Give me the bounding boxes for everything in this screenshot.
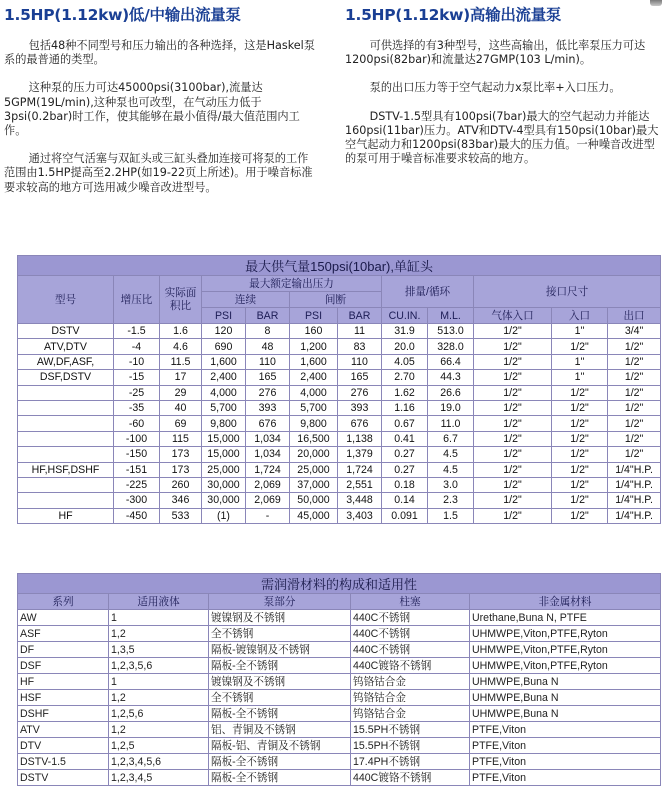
cell-i-bar: 1,379	[338, 447, 382, 462]
cell-ml: 2.3	[428, 493, 474, 508]
header-c-psi: PSI	[202, 308, 246, 324]
cell-c-psi: 30,000	[202, 477, 246, 492]
cell-i-bar: 276	[338, 385, 382, 400]
header-ml: M.L.	[428, 308, 474, 324]
lub-cell-series: DSHF	[18, 706, 109, 722]
cell-i-psi: 2,400	[290, 370, 338, 385]
cell-c-bar: 276	[246, 385, 290, 400]
cell-area: 533	[160, 508, 202, 523]
header-air-inlet: 气体入口	[474, 308, 552, 324]
cell-ml: 11.0	[428, 416, 474, 431]
cell-in: 1"	[552, 370, 608, 385]
cell-c-psi: 4,000	[202, 385, 246, 400]
lub-cell-fluid: 1	[109, 610, 209, 626]
cell-out: 1/2"	[608, 416, 661, 431]
lub-cell-nonmetal: UHMWPE,Buna N	[470, 706, 661, 722]
lub-cell-plunger: 钨铬钴合金	[351, 690, 470, 706]
cell-area: 69	[160, 416, 202, 431]
header-displacement: 排量/循环	[382, 276, 474, 308]
cell-in: 1/2"	[552, 400, 608, 415]
table-row	[18, 493, 661, 508]
cell-i-bar: 1,724	[338, 462, 382, 477]
cell-in: 1/2"	[552, 508, 608, 523]
lub-cell-plunger: 钨铬钴合金	[351, 706, 470, 722]
cell-c-bar: 676	[246, 416, 290, 431]
lub-cell-pump: 隔板-全不锈钢	[209, 754, 351, 770]
cell-cuin: 4.05	[382, 354, 428, 369]
cell-air: 1/2"	[474, 477, 552, 492]
cell-ml: 19.0	[428, 400, 474, 415]
cell-out: 1/2"	[608, 385, 661, 400]
cell-i-bar: 393	[338, 400, 382, 415]
cell-cuin: 0.67	[382, 416, 428, 431]
cell-model	[18, 447, 114, 462]
cell-c-psi: 9,800	[202, 416, 246, 431]
header-outlet: 出口	[608, 308, 661, 324]
lub-cell-series: AW	[18, 610, 109, 626]
cell-in: 1/2"	[552, 477, 608, 492]
cell-i-bar: 1,138	[338, 431, 382, 446]
lub-header-plunger: 柱塞	[351, 594, 470, 610]
cell-ml: 513.0	[428, 324, 474, 339]
cell-c-psi: 15,000	[202, 431, 246, 446]
cell-ml: 328.0	[428, 339, 474, 354]
lub-cell-series: ATV	[18, 722, 109, 738]
cell-ml: 4.5	[428, 447, 474, 462]
cell-out: 1/2"	[608, 370, 661, 385]
cell-ratio: -151	[114, 462, 160, 477]
header-area: 实际面积比	[160, 276, 202, 324]
cell-air: 1/2"	[474, 493, 552, 508]
table-row	[18, 508, 661, 523]
cell-i-psi: 1,600	[290, 354, 338, 369]
right-column	[345, 0, 660, 180]
lub-cell-series: DSTV-1.5	[18, 754, 109, 770]
lub-cell-pump: 隔板-镀镍钢及不锈钢	[209, 642, 351, 658]
header-model: 型号	[18, 276, 114, 324]
cell-ratio: -300	[114, 493, 160, 508]
cell-model: HF	[18, 508, 114, 523]
lub-header-pump: 泵部分	[209, 594, 351, 610]
cell-out: 1/4"H.P.	[608, 493, 661, 508]
cell-i-psi: 5,700	[290, 400, 338, 415]
table-row	[18, 416, 661, 431]
spec-table-body	[18, 324, 661, 524]
header-cuin: CU.IN.	[382, 308, 428, 324]
cell-cuin: 0.27	[382, 447, 428, 462]
lub-cell-pump: 隔板-铝、青铜及不锈钢	[209, 738, 351, 754]
cell-air: 1/2"	[474, 508, 552, 523]
table-row	[18, 370, 661, 385]
cell-i-bar: 2,551	[338, 477, 382, 492]
cell-c-bar: 1,034	[246, 431, 290, 446]
lub-cell-pump: 镀镍钢及不锈钢	[209, 674, 351, 690]
lub-cell-fluid: 1,2,3,5,6	[109, 658, 209, 674]
cell-cuin: 1.62	[382, 385, 428, 400]
cell-c-bar: 1,724	[246, 462, 290, 477]
cell-c-bar: 2,069	[246, 477, 290, 492]
cell-i-psi: 45,000	[290, 508, 338, 523]
lub-cell-fluid: 1,2	[109, 722, 209, 738]
table-row	[18, 477, 661, 492]
lub-cell-plunger: 15.5PH不锈钢	[351, 738, 470, 754]
lub-cell-series: HF	[18, 674, 109, 690]
cell-in: 1"	[552, 354, 608, 369]
lub-cell-series: DSF	[18, 658, 109, 674]
cell-c-bar: 393	[246, 400, 290, 415]
lub-cell-plunger: 15.5PH不锈钢	[351, 722, 470, 738]
cell-air: 1/2"	[474, 400, 552, 415]
cell-ratio: -25	[114, 385, 160, 400]
lub-cell-nonmetal: UHMWPE,Buna N	[470, 674, 661, 690]
lub-cell-series: DSTV	[18, 770, 109, 786]
lub-cell-nonmetal: Urethane,Buna N, PTFE	[470, 610, 661, 626]
cell-c-psi: 2,400	[202, 370, 246, 385]
lub-cell-plunger: 440C不锈钢	[351, 610, 470, 626]
cell-model: AW,DF,ASF,	[18, 354, 114, 369]
cell-i-psi: 1,200	[290, 339, 338, 354]
cell-out: 1/4"H.P.	[608, 508, 661, 523]
lub-table-title: 需润滑材料的构成和适用性	[18, 574, 661, 594]
lub-cell-plunger: 钨铬钴合金	[351, 674, 470, 690]
cell-cuin: 1.16	[382, 400, 428, 415]
cell-ratio: -150	[114, 447, 160, 462]
table-row	[18, 738, 661, 754]
cell-cuin: 0.18	[382, 477, 428, 492]
lub-cell-nonmetal: UHMWPE,Viton,PTFE,Ryton	[470, 658, 661, 674]
header-ports: 接口尺寸	[474, 276, 661, 308]
cell-out: 1/4"H.P.	[608, 462, 661, 477]
cell-ratio: -450	[114, 508, 160, 523]
cell-model: HF,HSF,DSHF	[18, 462, 114, 477]
cell-i-psi: 37,000	[290, 477, 338, 492]
cell-cuin: 0.27	[382, 462, 428, 477]
cell-i-bar: 676	[338, 416, 382, 431]
lub-cell-fluid: 1,2,5	[109, 738, 209, 754]
cell-in: 1/2"	[552, 447, 608, 462]
cell-cuin: 31.9	[382, 324, 428, 339]
cell-area: 260	[160, 477, 202, 492]
cell-area: 17	[160, 370, 202, 385]
cell-air: 1/2"	[474, 324, 552, 339]
table-row	[18, 431, 661, 446]
left-paragraph-2: 这种泵的压力可达45000psi(3100bar),流量达5GPM(19L/min),这种泵也可改型，在气动压力低于3psi(0.2bar)时工作，使其能够在最小值得/最大值范围内工作。	[4, 81, 300, 138]
cell-model: ATV,DTV	[18, 339, 114, 354]
cell-i-bar: 3,448	[338, 493, 382, 508]
header-inlet: 入口	[552, 308, 608, 324]
cell-i-bar: 11	[338, 324, 382, 339]
header-i-psi: PSI	[290, 308, 338, 324]
lub-cell-series: ASF	[18, 626, 109, 642]
header-max-pressure: 最大额定输出压力	[202, 276, 382, 292]
cell-model	[18, 400, 114, 415]
table-row	[18, 642, 661, 658]
cell-cuin: 2.70	[382, 370, 428, 385]
lub-cell-plunger: 17.4PH不锈钢	[351, 754, 470, 770]
cell-ml: 3.0	[428, 477, 474, 492]
lub-cell-pump: 全不锈钢	[209, 690, 351, 706]
cell-ml: 66.4	[428, 354, 474, 369]
cell-ratio: -100	[114, 431, 160, 446]
lub-cell-pump: 隔板-全不锈钢	[209, 770, 351, 786]
cell-model	[18, 493, 114, 508]
cell-ratio: -1.5	[114, 324, 160, 339]
table-row	[18, 610, 661, 626]
cell-air: 1/2"	[474, 462, 552, 477]
table-row	[18, 400, 661, 415]
lub-cell-fluid: 1,2,3,4,5	[109, 770, 209, 786]
cell-i-psi: 50,000	[290, 493, 338, 508]
right-paragraph-1: 可供选择的有3种型号，这些高输出，低比率泵压力可达1200psi(82bar)和流量达27GMP(103 L/min)。	[345, 39, 646, 67]
cell-model	[18, 477, 114, 492]
left-paragraph-3: 通过将空气活塞与双缸头或三缸头叠加连接可将泵的工作范围由1.5HP提高至2.2HP(如19-22页上所述)。用于噪音标准要求较高的地方可选用减少噪音改进型号。	[4, 152, 313, 194]
lub-cell-fluid: 1,2	[109, 690, 209, 706]
cell-area: 40	[160, 400, 202, 415]
cell-air: 1/2"	[474, 431, 552, 446]
cell-air: 1/2"	[474, 416, 552, 431]
table-row	[18, 626, 661, 642]
lub-header-fluid: 适用液体	[109, 594, 209, 610]
spec-table	[17, 255, 661, 524]
cell-c-psi: 120	[202, 324, 246, 339]
lub-cell-series: DTV	[18, 738, 109, 754]
cell-i-bar: 83	[338, 339, 382, 354]
cell-i-bar: 110	[338, 354, 382, 369]
table-row	[18, 706, 661, 722]
cell-c-psi: 5,700	[202, 400, 246, 415]
lub-cell-pump: 全不锈钢	[209, 626, 351, 642]
lub-cell-plunger: 440C镀铬不锈钢	[351, 658, 470, 674]
lubrication-table	[17, 573, 661, 786]
cell-i-bar: 3,403	[338, 508, 382, 523]
right-heading: 1.5HP(1.12kw)高输出流量泵	[345, 6, 562, 24]
table-row	[18, 690, 661, 706]
cell-in: 1/2"	[552, 385, 608, 400]
cell-cuin: 0.14	[382, 493, 428, 508]
cell-area: 173	[160, 462, 202, 477]
table-row	[18, 339, 661, 354]
lub-table-body	[18, 610, 661, 786]
cell-ratio: -35	[114, 400, 160, 415]
lub-cell-pump: 镀镍钢及不锈钢	[209, 610, 351, 626]
cell-c-psi: 1,600	[202, 354, 246, 369]
cell-model: DSTV	[18, 324, 114, 339]
header-intermittent: 间断	[290, 292, 382, 308]
header-c-bar: BAR	[246, 308, 290, 324]
table-row	[18, 658, 661, 674]
cell-air: 1/2"	[474, 447, 552, 462]
lub-cell-fluid: 1,2,3,4,5,6	[109, 754, 209, 770]
table-row	[18, 754, 661, 770]
lub-cell-nonmetal: UHMWPE,Viton,PTFE,Ryton	[470, 642, 661, 658]
cell-ml: 44.3	[428, 370, 474, 385]
cell-area: 173	[160, 447, 202, 462]
cell-out: 3/4"	[608, 324, 661, 339]
lub-header-series: 系列	[18, 594, 109, 610]
cell-ratio: -225	[114, 477, 160, 492]
left-column	[4, 0, 319, 209]
cell-i-psi: 20,000	[290, 447, 338, 462]
header-i-bar: BAR	[338, 308, 382, 324]
right-paragraph-2: 泵的出口压力等于空气起动力x泵比率+入口压力。	[369, 81, 621, 95]
cell-cuin: 20.0	[382, 339, 428, 354]
cell-out: 1/2"	[608, 354, 661, 369]
cell-model	[18, 431, 114, 446]
lub-cell-nonmetal: PTFE,Viton	[470, 754, 661, 770]
cell-out: 1/2"	[608, 339, 661, 354]
left-paragraph-1: 包括48种不同型号和压力输出的各种选择，这是Haskel泵系的最普通的类型。	[4, 39, 315, 67]
table-row	[18, 354, 661, 369]
cell-c-bar: 48	[246, 339, 290, 354]
cell-out: 1/2"	[608, 400, 661, 415]
cell-model	[18, 416, 114, 431]
cell-air: 1/2"	[474, 370, 552, 385]
cell-c-psi: 30,000	[202, 493, 246, 508]
table-row	[18, 722, 661, 738]
lub-header-nonmetal: 非金属材料	[470, 594, 661, 610]
cell-i-bar: 165	[338, 370, 382, 385]
cell-model	[18, 385, 114, 400]
cell-ratio: -10	[114, 354, 160, 369]
cell-i-psi: 16,500	[290, 431, 338, 446]
lub-cell-pump: 铝、青铜及不锈钢	[209, 722, 351, 738]
lub-cell-plunger: 440C不锈钢	[351, 642, 470, 658]
cell-in: 1/2"	[552, 339, 608, 354]
cell-ratio: -60	[114, 416, 160, 431]
cell-i-psi: 4,000	[290, 385, 338, 400]
cell-area: 346	[160, 493, 202, 508]
cell-c-psi: (1)	[202, 508, 246, 523]
lub-cell-fluid: 1,2	[109, 626, 209, 642]
cell-air: 1/2"	[474, 354, 552, 369]
cell-model: DSF,DSTV	[18, 370, 114, 385]
table-row	[18, 324, 661, 339]
cell-c-bar: 2,069	[246, 493, 290, 508]
spec-table-title: 最大供气量150psi(10bar),单缸头	[18, 256, 661, 276]
table-row	[18, 674, 661, 690]
lub-cell-nonmetal: UHMWPE,Viton,PTFE,Ryton	[470, 626, 661, 642]
table-row	[18, 447, 661, 462]
cell-in: 1/2"	[552, 493, 608, 508]
cell-cuin: 0.091	[382, 508, 428, 523]
cell-air: 1/2"	[474, 385, 552, 400]
lub-cell-plunger: 440C镀铬不锈钢	[351, 770, 470, 786]
cell-in: 1"	[552, 324, 608, 339]
cell-c-bar: 110	[246, 354, 290, 369]
cell-i-psi: 9,800	[290, 416, 338, 431]
lub-cell-fluid: 1	[109, 674, 209, 690]
cell-in: 1/2"	[552, 431, 608, 446]
cell-out: 1/2"	[608, 431, 661, 446]
lub-cell-series: HSF	[18, 690, 109, 706]
cell-area: 29	[160, 385, 202, 400]
cell-c-bar: 165	[246, 370, 290, 385]
table-row	[18, 385, 661, 400]
header-ratio: 增压比	[114, 276, 160, 324]
cell-c-bar: 1,034	[246, 447, 290, 462]
lub-cell-pump: 隔板-全不锈钢	[209, 706, 351, 722]
cell-ml: 4.5	[428, 462, 474, 477]
cell-ml: 1.5	[428, 508, 474, 523]
cell-i-psi: 160	[290, 324, 338, 339]
cell-c-bar: 8	[246, 324, 290, 339]
right-paragraph-3: DSTV-1.5型具有100psi(7bar)最大的空气起动力并能达160psi(11bar)压力。ATV和DTV-4型具有150psi(10bar)最大空气起动力和1200psi(83bar)最大的压力值。一种噪音改进型的泵可用于噪音标准要求较高的地方。	[345, 109, 659, 166]
cell-ml: 6.7	[428, 431, 474, 446]
cell-in: 1/2"	[552, 462, 608, 477]
cell-ml: 26.6	[428, 385, 474, 400]
cell-area: 115	[160, 431, 202, 446]
cell-ratio: -4	[114, 339, 160, 354]
cell-c-psi: 690	[202, 339, 246, 354]
cell-area: 1.6	[160, 324, 202, 339]
cell-c-psi: 15,000	[202, 447, 246, 462]
lub-cell-fluid: 1,3,5	[109, 642, 209, 658]
table-row	[18, 770, 661, 786]
cell-out: 1/2"	[608, 447, 661, 462]
table-row	[18, 462, 661, 477]
cell-c-bar: -	[246, 508, 290, 523]
lub-cell-nonmetal: PTFE,Viton	[470, 722, 661, 738]
cell-in: 1/2"	[552, 416, 608, 431]
lub-cell-series: DF	[18, 642, 109, 658]
cell-i-psi: 25,000	[290, 462, 338, 477]
lub-cell-nonmetal: UHMWPE,Buna N	[470, 690, 661, 706]
lub-cell-fluid: 1,2,5,6	[109, 706, 209, 722]
cell-air: 1/2"	[474, 339, 552, 354]
cell-out: 1/4"H.P.	[608, 477, 661, 492]
left-heading: 1.5HP(1.12kw)低/中输出流量泵	[4, 6, 241, 24]
lub-cell-plunger: 440C不锈钢	[351, 626, 470, 642]
lub-cell-nonmetal: PTFE,Viton	[470, 738, 661, 754]
cell-cuin: 0.41	[382, 431, 428, 446]
cell-area: 11.5	[160, 354, 202, 369]
cell-c-psi: 25,000	[202, 462, 246, 477]
header-continuous: 连续	[202, 292, 290, 308]
lub-cell-pump: 隔板-全不锈钢	[209, 658, 351, 674]
cell-area: 4.6	[160, 339, 202, 354]
lub-cell-nonmetal: PTFE,Viton	[470, 770, 661, 786]
cell-ratio: -15	[114, 370, 160, 385]
